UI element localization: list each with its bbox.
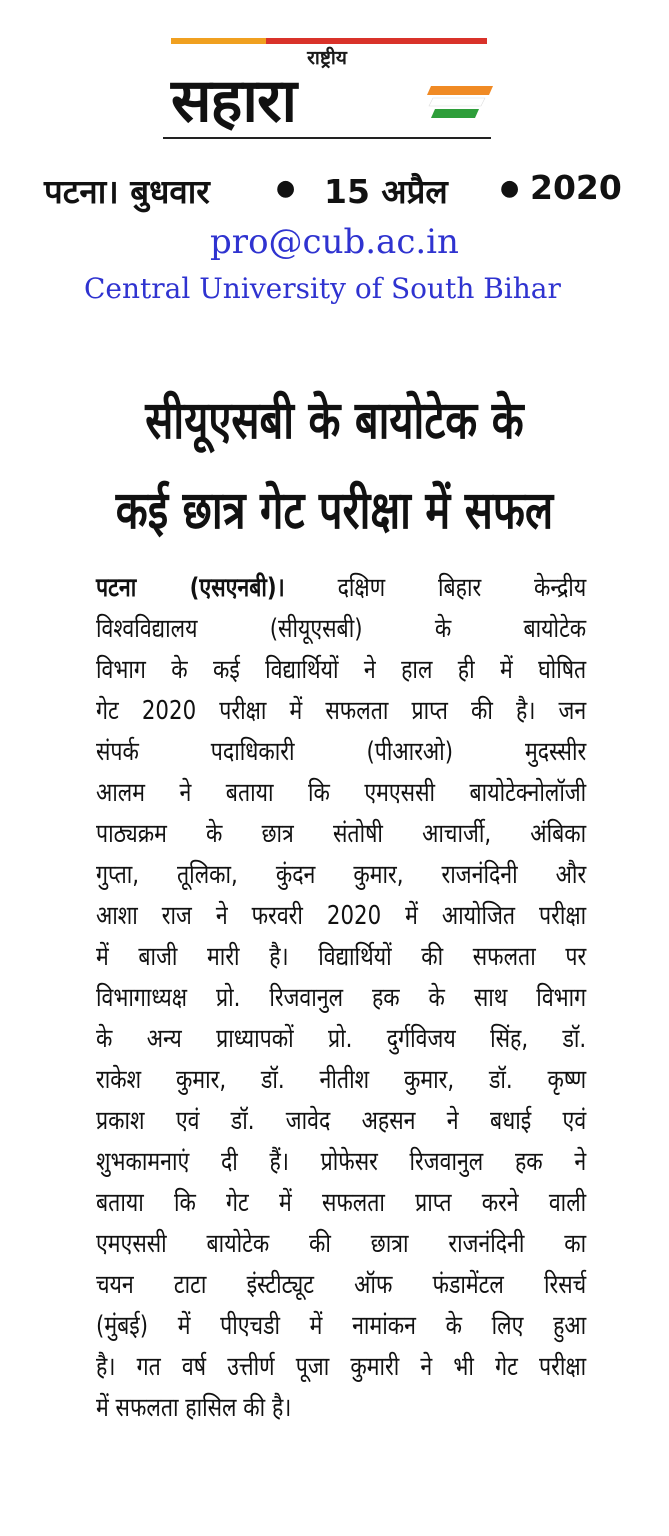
dateline-city: पटना। xyxy=(44,172,119,211)
body-line: आलम ने बताया कि एमएससी बायोटेक्नोलॉजी xyxy=(96,778,587,808)
dateline-weekday: बुधवार xyxy=(130,172,210,211)
body-line: गेट 2020 परीक्षा में सफलता प्राप्त की है। जन xyxy=(96,696,587,726)
body-line: राकेश कुमार, डॉ. नीतीश कुमार, डॉ. कृष्ण xyxy=(96,1065,587,1095)
body-line: चयन टाटा इंस्टीट्यूट ऑफ फंडामेंटल रिसर्च xyxy=(96,1270,587,1300)
flag-green-stripe xyxy=(431,109,479,118)
body-line xyxy=(96,568,586,609)
flag-stripes-icon xyxy=(423,86,493,120)
headline-line: कई छात्र गेट परीक्षा में सफल xyxy=(115,481,554,541)
body-line: आशा राज ने फरवरी 2020 में आयोजित परीक्षा xyxy=(96,901,587,931)
body-line: है। गत वर्ष उत्तीर्ण पूजा कुमारी ने भी गेट परीक्षा xyxy=(96,1352,587,1382)
body-line: शुभकामनाएं दी हैं। प्रोफेसर रिजवानुल हक ने xyxy=(96,1147,587,1177)
body-line: में बाजी मारी है। विद्यार्थियों की सफलता पर xyxy=(96,942,587,972)
dateline xyxy=(44,168,624,218)
masthead-rule xyxy=(163,137,491,139)
flag-saffron-stripe xyxy=(427,86,493,95)
masthead-kicker: राष्ट्रीय xyxy=(307,47,347,69)
newspaper-masthead xyxy=(163,34,491,142)
body-line: गुप्ता, तूलिका, कुंदन कुमार, राजनंदिनी और xyxy=(96,860,587,890)
body-line: प्रकाश एवं डॉ. जावेद अहसन ने बधाई एवं xyxy=(96,1106,587,1136)
body-line: विभाग के कई विद्यार्थियों ने हाल ही में घोषित xyxy=(96,655,587,685)
flag-white-stripe xyxy=(429,98,485,106)
body-line: विभागाध्यक्ष प्रो. रिजवानुल हक के साथ विभाग xyxy=(96,983,587,1013)
stamp-email: pro@cub.ac.in xyxy=(210,222,459,262)
dateline-bullet: ● xyxy=(500,176,520,201)
body-line: पाठ्यक्रम के छात्र संतोषी आचार्जी, अंबिका xyxy=(96,819,587,849)
body-line: के अन्य प्राध्यापकों प्रो. दुर्गविजय सिंह, डॉ. xyxy=(96,1024,587,1054)
body-line: में सफलता हासिल की है। xyxy=(96,1393,292,1423)
body-line: एमएससी बायोटेक की छात्रा राजनंदिनी का xyxy=(96,1229,587,1259)
dateline-year: 2020 xyxy=(530,168,622,207)
body-line-text: दक्षिण बिहार केन्द्रीय xyxy=(284,573,587,603)
article-body xyxy=(96,568,586,1429)
dateline-city-weekday xyxy=(44,168,210,213)
body-line: (मुंबई) में पीएचडी में नामांकन के लिए हुआ xyxy=(96,1311,587,1341)
masthead-title: सहारा xyxy=(171,66,297,136)
headline-line: सीयूएसबी के बायोटेक के xyxy=(145,391,524,451)
article-headline xyxy=(83,376,586,556)
body-line: विश्वविद्यालय (सीयूएसबी) के बायोटेक xyxy=(96,614,587,644)
dateline-date: 15 अप्रैल xyxy=(324,172,448,211)
article-lead-dateline: पटना (एसएनबी)। xyxy=(96,573,285,603)
body-line: संपर्क पदाधिकारी (पीआरओ) मुदस्सीर xyxy=(96,737,587,767)
dateline-bullet: ● xyxy=(276,176,296,201)
stamp-university-name: Central University of South Bihar xyxy=(84,272,561,305)
body-line: बताया कि गेट में सफलता प्राप्त करने वाली xyxy=(96,1188,587,1218)
